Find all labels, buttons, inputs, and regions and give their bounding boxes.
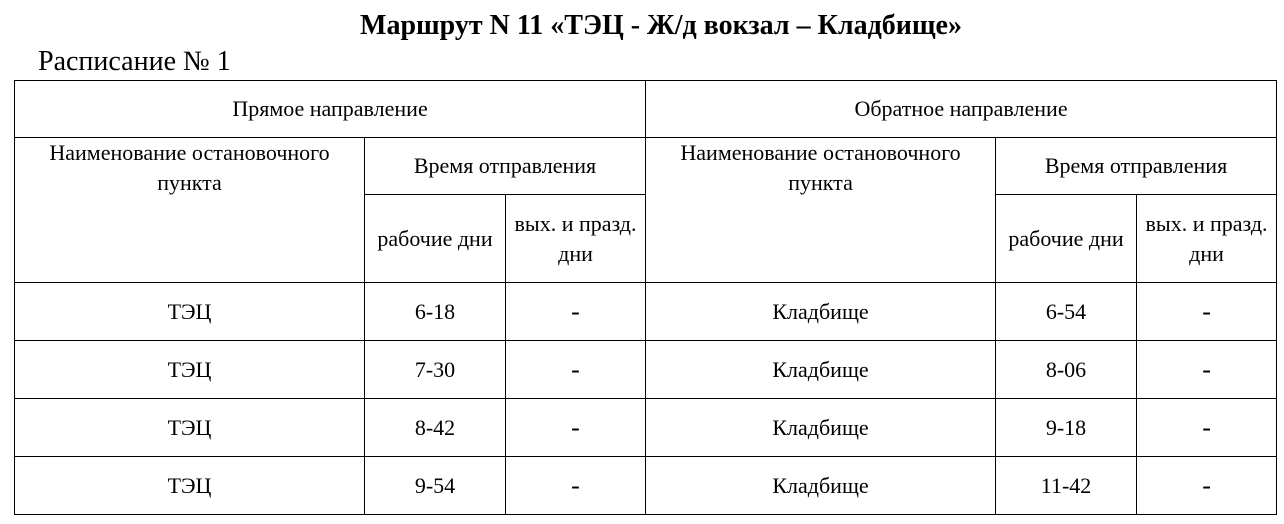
backward-weekend-time-cell: - bbox=[1137, 457, 1277, 515]
direction-header-row bbox=[15, 81, 1277, 138]
forward-workdays-header: рабочие дни bbox=[365, 195, 506, 283]
page-title: Маршрут N 11 «ТЭЦ - Ж/д вокзал – Кладбище» bbox=[360, 10, 962, 41]
forward-weekends-header: вых. и празд. дни bbox=[506, 195, 646, 283]
forward-stop-cell: ТЭЦ bbox=[15, 457, 365, 515]
backward-weekend-time-cell: - bbox=[1137, 341, 1277, 399]
backward-weekends-header: вых. и празд. дни bbox=[1137, 195, 1277, 283]
table-row bbox=[15, 283, 1277, 341]
forward-workday-time-cell: 8-42 bbox=[365, 399, 506, 457]
backward-weekend-time-cell: - bbox=[1137, 283, 1277, 341]
forward-departure-time-header: Время отправления bbox=[365, 138, 646, 195]
table-row bbox=[15, 399, 1277, 457]
schedule-number: Расписание № 1 bbox=[38, 46, 231, 77]
forward-workday-time-cell: 7-30 bbox=[365, 341, 506, 399]
backward-workday-time-cell: 9-18 bbox=[996, 399, 1137, 457]
backward-direction-header: Обратное направление bbox=[646, 81, 1277, 138]
forward-stop-name-header: Наименование остановочного пункта bbox=[15, 138, 365, 283]
backward-departure-time-header: Время отправления bbox=[996, 138, 1277, 195]
backward-weekend-time-cell: - bbox=[1137, 399, 1277, 457]
forward-stop-cell: ТЭЦ bbox=[15, 341, 365, 399]
forward-weekend-time-cell: - bbox=[506, 283, 646, 341]
forward-weekend-time-cell: - bbox=[506, 457, 646, 515]
backward-stop-name-header: Наименование остановочного пункта bbox=[646, 138, 996, 283]
backward-workday-time-cell: 11-42 bbox=[996, 457, 1137, 515]
backward-stop-cell: Кладбище bbox=[646, 341, 996, 399]
backward-stop-cell: Кладбище bbox=[646, 399, 996, 457]
forward-workday-time-cell: 9-54 bbox=[365, 457, 506, 515]
forward-workday-time-cell: 6-18 bbox=[365, 283, 506, 341]
table-row bbox=[15, 341, 1277, 399]
schedule-table bbox=[14, 80, 1277, 515]
backward-workday-time-cell: 6-54 bbox=[996, 283, 1137, 341]
forward-stop-cell: ТЭЦ bbox=[15, 283, 365, 341]
forward-weekend-time-cell: - bbox=[506, 399, 646, 457]
backward-workday-time-cell: 8-06 bbox=[996, 341, 1137, 399]
backward-stop-cell: Кладбище bbox=[646, 283, 996, 341]
forward-weekend-time-cell: - bbox=[506, 341, 646, 399]
backward-stop-cell: Кладбище bbox=[646, 457, 996, 515]
table-row bbox=[15, 457, 1277, 515]
column-header-row bbox=[15, 138, 1277, 195]
backward-workdays-header: рабочие дни bbox=[996, 195, 1137, 283]
forward-stop-cell: ТЭЦ bbox=[15, 399, 365, 457]
forward-direction-header: Прямое направление bbox=[15, 81, 646, 138]
